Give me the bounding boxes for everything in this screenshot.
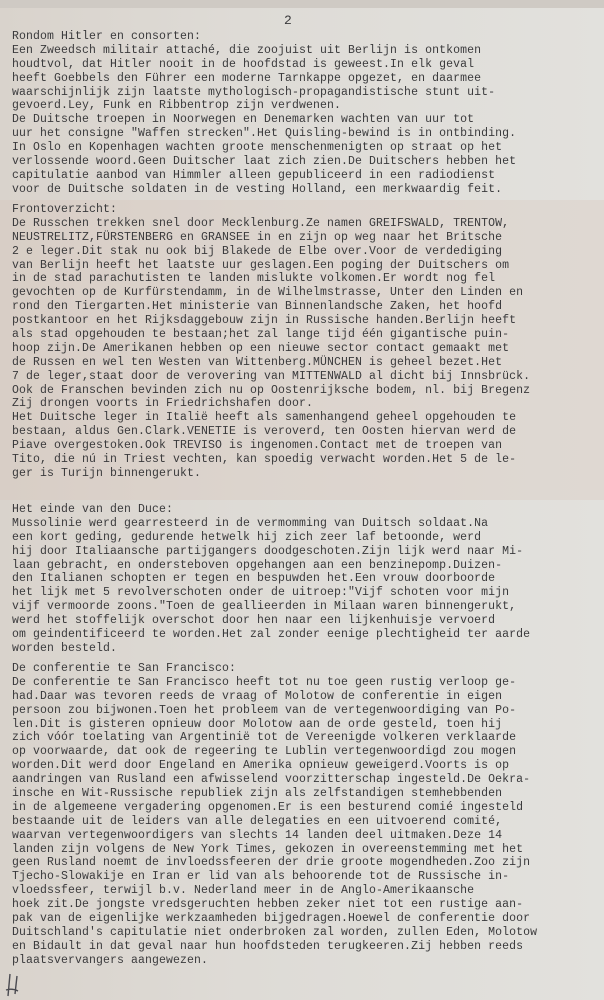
text-line: De conferentie te San Francisco heeft tot nu toe geen rustig verloop ge-: [12, 675, 517, 689]
text-line: Duitschland's capitulatie niet onderbroken zal worden, zullen Eden, Molotow: [12, 925, 538, 939]
section-heading: Het einde van den Duce:: [12, 503, 174, 516]
text-line: een kort geding, gedurende hetwelk hij zich zeer laf betoonde, werd: [12, 530, 482, 544]
section-hitler: [12, 30, 604, 197]
paper-edge: [0, 0, 604, 8]
text-line: op voorwaarde, dat ook de regeering te Lublin vertegenwoordigd zou mogen: [12, 745, 517, 759]
text-line: het lijk met 5 revolverschoten onder de uitroep:"Vijf schoten voor mijn: [12, 586, 510, 600]
text-line: gevoerd.Ley, Funk en Ribbentrop zijn verdwenen.: [12, 99, 342, 113]
text-line: geen Rusland noemt de invloedssfeeren der drie groote mogendheden.Zoo zijn: [12, 856, 531, 870]
text-line: bestaande uit de leiders van alle delegaties en een uitvoerend comité,: [12, 814, 503, 828]
text-line: landen zijn volgens de New York Times, gekozen in overeenstemming met het: [12, 842, 524, 856]
text-line: voor de Duitsche soldaten in de vesting Holland, een merkwaardig feit.: [12, 182, 503, 196]
text-line: vijf vermoorde zoons."Toen de geallieerden in Milaan waren binnengerukt,: [12, 600, 517, 614]
text-line: hij door Italiaansche partijgangers doodgeschoten.Zijn lijk werd naar Mi-: [12, 544, 524, 558]
text-line: had.Daar was tevoren reeds de vraag of Molotow de conferentie in eigen: [12, 689, 503, 703]
text-line: de Russen en wel ten Westen van Wittenberg.MÜNCHEN is geheel bezet.Het: [12, 355, 503, 369]
text-line: aandringen van Rusland een afwisselend voorzitterschap ingesteld.De Oekra-: [12, 773, 531, 787]
text-line: in de stad parachutisten te landen mislukte volkomen.Er wordt nog fel: [12, 272, 496, 286]
section-san-francisco: [12, 662, 604, 968]
text-line: heeft Goebbels den Führer een moderne Tarnkappe opgezet, en daarmee: [12, 71, 482, 85]
text-line: Mussolinie werd gearresteerd in de vermomming van Duitsch soldaat.Na: [12, 516, 489, 530]
text-line: 2 e leger.Dit stak nu ook bij Blakede de Elbe over.Voor de verdediging: [12, 244, 503, 258]
section-duce: [12, 503, 604, 656]
text-line: Ook de Franschen bevinden zich nu op Oostenrijksche bodem, nl. bij Bregenz: [12, 383, 531, 397]
text-line: len.Dit is gisteren opnieuw door Molotow aan de orde gesteld, toen hij: [12, 717, 503, 731]
section-heading: Rondom Hitler en consorten:: [12, 30, 202, 43]
handwritten-mark-icon: [4, 970, 28, 1000]
text-line: werd het stoffelijk overschot door hen naar een lijkenhuisje vervoerd: [12, 614, 496, 628]
text-line: waarschijnlijk zijn laatste mythologisch-propagandistische stunt uit-: [12, 85, 496, 99]
text-line: plaatsvervangers aangewezen.: [12, 953, 209, 967]
text-line: Piave overgestoken.Ook TREVISO is ingenomen.Contact met de troepen van: [12, 439, 503, 453]
text-line: Het Duitsche leger in Italië heeft als samenhangend geheel opgehouden te: [12, 411, 517, 425]
text-line: uur het consigne "Waffen strecken".Het Quisling-bewind is in ontbinding.: [12, 127, 517, 141]
text-line: verlossende woord.Geen Duitscher laat zich zien.De Duitschers hebben het: [12, 155, 517, 169]
text-line: van Berlijn heeft het laatste uur geslagen.Een poging der Duitschers om: [12, 258, 510, 272]
text-line: als stad opgehouden te bestaan;het zal lange tijd één gigantische puin-: [12, 328, 510, 342]
text-line: De Russchen trekken snel door Mecklenburg.Ze namen GREIFSWALD, TRENTOW,: [12, 216, 510, 230]
text-line: hoek zit.De jongste vredsgeruchten hebben zeker niet tot een rustige aan-: [12, 898, 524, 912]
section-heading: Frontoverzicht:: [12, 203, 118, 216]
section-front: [12, 203, 604, 481]
text-line: De Duitsche troepen in Noorwegen en Denemarken wachten van uur tot: [12, 113, 475, 127]
text-line: waarvan vertegenwoordigers van slechts 14 landen deel uitmaken.Deze 14: [12, 828, 503, 842]
text-line: in de algemeene vergadering opgenomen.Er is een besturend comié ingesteld: [12, 800, 524, 814]
text-line: bestaan, aldus Gen.Clark.VENETIE is veroverd, ten Oosten hiervan werd de: [12, 425, 517, 439]
text-line: persoon zou bijwonen.Toen het probleem van de vertegenwoordiging van Po-: [12, 703, 517, 717]
text-line: 7 de leger,staat door de verovering van MITTENWALD al dicht bij Innsbrück.: [12, 369, 531, 383]
text-line: laan gebracht, en ondersteboven opgehangen aan een benzinepomp.Duizen-: [12, 558, 503, 572]
text-line: Een Zweedsch militair attaché, die zoojuist uit Berlijn is ontkomen: [12, 43, 482, 57]
text-line: worden besteld.: [12, 641, 118, 655]
text-line: rond den Tiergarten.Het ministerie van Binnenlandsche Zaken, het hoofd: [12, 300, 503, 314]
text-line: postkantoor en het Rijksdaggebouw zijn in Russische handen.Berlijn heeft: [12, 314, 517, 328]
text-line: hoop zijn.De Amerikanen hebben op een nieuwe sector contact gemaakt met: [12, 341, 510, 355]
section-heading: De conferentie te San Francisco:: [12, 662, 237, 675]
text-line: vloedssfeer, terwijl b.v. Nederland meer in de Anglo-Amerikaansche: [12, 884, 475, 898]
text-line: den Italianen schopten er tegen en bespuwden het.Een vrouw doorboorde: [12, 572, 496, 586]
text-line: capitulatie aanbod van Himmler alleen gepubliceerd in een radiodienst: [12, 168, 496, 182]
text-line: In Oslo en Kopenhagen wachten groote menschenmenigten op straat op het: [12, 141, 503, 155]
text-line: Zij drongen voorts in Friedrichshafen door.: [12, 397, 314, 411]
text-line: NEUSTRELITZ,FÜRSTENBERG en GRANSEE in en zijn op weg naar het Britsche: [12, 230, 503, 244]
page-number: 2: [284, 13, 292, 28]
text-line: om geindentificeerd te worden.Het zal zonder eenige plechtigheid ter aarde: [12, 628, 531, 642]
text-line: zich vóór toelating van Argentinië tot de Vereenigde volkeren verklaarde: [12, 731, 517, 745]
text-line: insche en Wit-Russische republiek zijn als zelfstandigen stemhebbenden: [12, 787, 503, 801]
text-line: ger is Turijn binnengerukt.: [12, 466, 202, 480]
text-line: Tito, die nú in Triest vechten, kan spoedig verwacht worden.Het 5 de le-: [12, 453, 517, 467]
text-line: worden.Dit werd door Engeland en Amerika opnieuw geweigerd.Voorts is op: [12, 759, 510, 773]
text-line: Tjecho-Slowakije en Iran er lid van als behoorende tot de Russische in-: [12, 870, 510, 884]
text-line: gevochten op de Kurfürstendamm, in de Wilhelmstrasse, Unter den Linden en: [12, 286, 524, 300]
text-line: pak van de eigenlijke werkzaamheden bijgedragen.Hoewel de conferentie door: [12, 912, 531, 926]
text-line: houdtvol, dat Hitler nooit in de hoofdstad is geweest.In elk geval: [12, 57, 475, 71]
text-line: en Bidault in dat geval naar hun hoofdsteden terugkeeren.Zij hebben reeds: [12, 939, 524, 953]
